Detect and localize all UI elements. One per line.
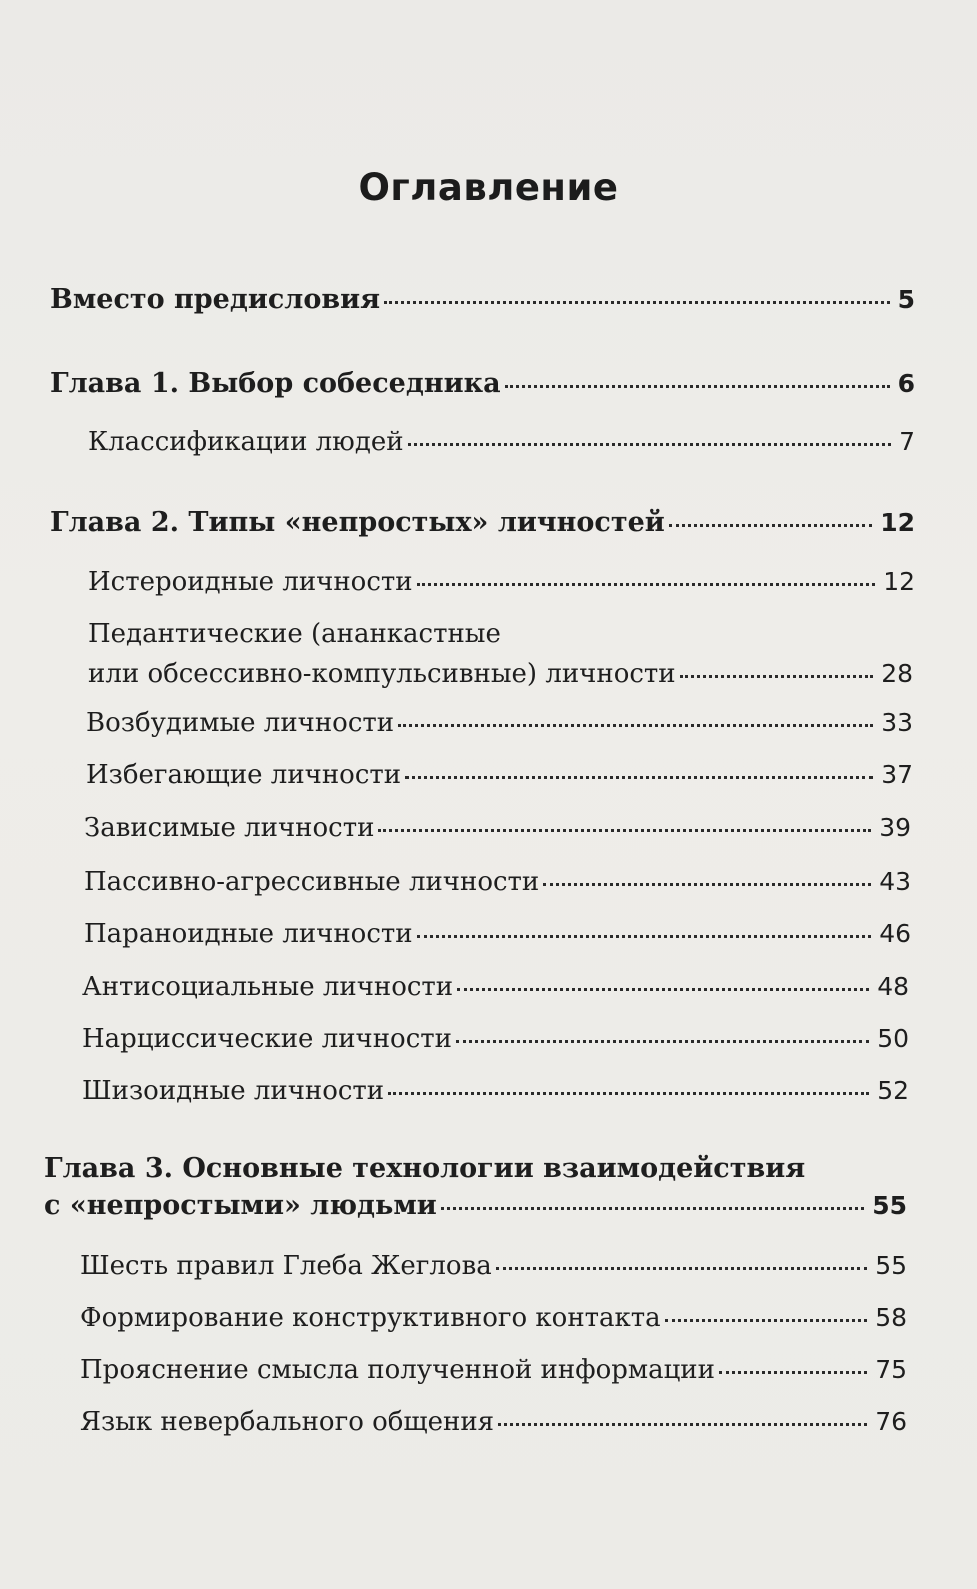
toc-entry-label: Пассивно-агрессивные личности [84, 867, 540, 897]
toc-entry-section [88, 566, 915, 598]
toc-page-number: 5 [897, 285, 915, 314]
toc-leader-dots [441, 1207, 864, 1210]
toc-page-number: 75 [875, 1355, 907, 1384]
toc-page-number: 12 [880, 508, 915, 537]
toc-page-number: 48 [877, 972, 909, 1001]
toc-entry-section [84, 812, 911, 844]
toc-entry-section [86, 759, 913, 791]
toc-entry-label: Язык невербального общения [80, 1407, 495, 1437]
toc-page-number: 12 [883, 567, 915, 596]
toc-leader-dots [665, 1319, 868, 1322]
toc-entry-section [80, 1302, 907, 1334]
toc-page-number: 55 [872, 1191, 907, 1220]
toc-entry-label: Нарциссические личности [82, 1024, 452, 1054]
toc-page-number: 33 [881, 708, 913, 737]
toc-entry-label: Глава 2. Типы «непростых» личностей [50, 507, 665, 538]
toc-entry-chapter-3 [44, 1190, 907, 1222]
toc-entry-section [82, 1075, 909, 1107]
toc-entry-label: Зависимые личности [84, 813, 375, 843]
toc-entry-section [88, 426, 915, 458]
toc-entry-section [80, 1250, 907, 1282]
toc-entry-foreword [50, 284, 915, 316]
toc-entry-label: или обсессивно-компульсивные) личности [88, 659, 676, 689]
toc-entry-label: Глава 1. Выбор собеседника [50, 368, 501, 399]
toc-entry-section [84, 918, 911, 950]
toc-leader-dots [398, 724, 873, 727]
toc-leader-dots [456, 1040, 869, 1043]
toc-leader-dots [457, 988, 869, 991]
toc-page-number: 46 [879, 919, 911, 948]
toc-entry-label: Возбудимые личности [86, 708, 395, 738]
toc-entry-label: с «непростыми» людьми [44, 1190, 437, 1221]
toc-page-number: 6 [897, 369, 915, 398]
toc-page-number: 55 [875, 1251, 907, 1280]
toc-page-number: 39 [879, 813, 911, 842]
toc-page-number: 7 [899, 427, 915, 456]
toc-leader-dots [384, 301, 890, 304]
toc-entry-label: Формирование конструктивного контакта [80, 1303, 661, 1333]
toc-page-number: 52 [877, 1076, 909, 1105]
toc-leader-dots [417, 583, 876, 586]
toc-entry-label: Параноидные личности [84, 919, 413, 949]
toc-entry-label: Шесть правил Глеба Жеглова [80, 1251, 492, 1281]
toc-entry-section [84, 866, 911, 898]
toc-leader-dots [496, 1267, 867, 1270]
toc-entry-label: Антисоциальные личности [82, 972, 454, 1002]
toc-page-number: 76 [875, 1407, 907, 1436]
toc-leader-dots [388, 1092, 869, 1095]
toc-page-number: 28 [881, 659, 913, 688]
toc-entry-label: Шизоидные личности [82, 1076, 385, 1106]
toc-entry-chapter-1 [50, 368, 915, 400]
toc-leader-dots [669, 524, 872, 527]
toc-leader-dots [498, 1423, 867, 1426]
toc-entry-section [82, 971, 909, 1003]
toc-leader-dots [505, 385, 890, 388]
toc-entry-label: Прояснение смысла полученной информации [80, 1355, 715, 1385]
toc-leader-dots [417, 935, 872, 938]
toc-page-number: 37 [881, 760, 913, 789]
toc-leader-dots [680, 675, 874, 678]
toc-entry-section [80, 1354, 907, 1386]
toc-leader-dots [719, 1371, 867, 1374]
toc-page-number: 43 [879, 867, 911, 896]
toc-entry-first-line: Глава 3. Основные технологии взаимодействия [44, 1153, 806, 1184]
toc-entry-section [86, 707, 913, 739]
page-title: Оглавление [358, 166, 619, 209]
toc-leader-dots [543, 883, 871, 886]
toc-entry-label: Классификации людей [88, 427, 404, 457]
toc-entry-label: Вместо предисловия [50, 284, 381, 315]
toc-page-number: 50 [877, 1024, 909, 1053]
toc-leader-dots [378, 829, 871, 832]
toc-leader-dots [408, 443, 892, 446]
toc-entry-section [82, 1023, 909, 1055]
toc-entry-label: Избегающие личности [86, 760, 402, 790]
toc-entry-section [80, 1406, 907, 1438]
toc-entry-label: Истероидные личности [88, 567, 413, 597]
toc-entry-chapter-2 [50, 507, 915, 539]
toc-entry-section [88, 658, 913, 690]
toc-page-number: 58 [875, 1303, 907, 1332]
toc-leader-dots [405, 776, 873, 779]
toc-entry-first-line: Педантические (ананкастные [88, 619, 501, 649]
